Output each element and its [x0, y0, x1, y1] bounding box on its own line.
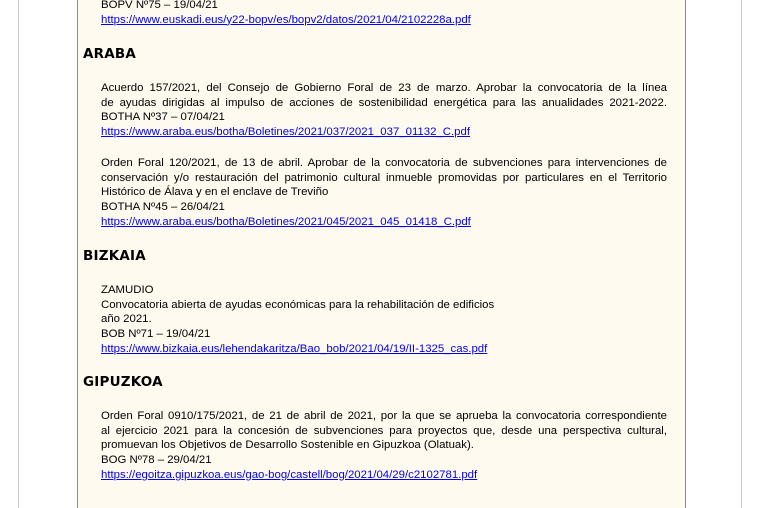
- gipuzkoa-entry1-url-line: [101, 468, 681, 483]
- bizkaia-entry1-link[interactable]: https://www.bizkaia.eus/lehendakaritza/Bao_bob/2021/04/19/II-1325_cas.pdf: [101, 342, 488, 355]
- top-entry-ref: BOPV Nº75 – 19/04/21: [101, 0, 218, 11]
- gipuzkoa-entry1-text-1: Orden Foral 0910/175/2021, de 21 de abril de 2021, por la que se aprueba la convocatoria correspondiente: [101, 410, 667, 422]
- araba-entry2-ref: BOTHA Nº45 – 26/04/21: [101, 201, 225, 214]
- bizkaia-entry1-ref: BOB Nº71 – 19/04/21: [101, 328, 211, 341]
- araba-entry2-link[interactable]: https://www.araba.eus/botha/Boletines/2021/045/2021_045_01418_C.pdf: [101, 215, 471, 228]
- bizkaia-entry1-url-line: [101, 342, 681, 357]
- bizkaia-entry1-text-3: año 2021.: [101, 313, 152, 326]
- bizkaia-entry1-text-1: ZAMUDIO: [101, 284, 154, 296]
- araba-entry2-text-3: Histórico de Álava y en el enclave de Treviño: [101, 186, 329, 199]
- bizkaia-entry1-text-2: Convocatoria abierta de ayudas económicas para la rehabilitación de edificios: [101, 298, 495, 311]
- araba-entry1-link[interactable]: https://www.araba.eus/botha/Boletines/2021/037/2021_037_01132_C.pdf: [101, 126, 470, 139]
- top-entry-url-line: [101, 13, 681, 28]
- gipuzkoa-entry1-link[interactable]: https://egoitza.gipuzkoa.eus/gao-bog/castell/bog/2021/04/29/c2102781.pdf: [101, 468, 478, 481]
- gipuzkoa-entry1-ref: BOG Nº78 – 29/04/21: [101, 454, 212, 467]
- gipuzkoa-entry1-text-2: al ejercicio 2021 para la concesión de subvenciones para proyectos que, desde una perspectiva cultural,: [101, 424, 667, 437]
- araba-entry2-text-1: Orden Foral 120/2021, de 13 de abril. Aprobar de la convocatoria de subvenciones para intervenciones de: [101, 157, 667, 169]
- araba-entry1-text-1: Acuerdo 157/2021, del Consejo de Gobierno Foral de 23 de marzo. Aprobar la convocatoria de la línea: [101, 82, 667, 94]
- araba-entry1-url-line: [101, 125, 681, 140]
- araba-entry2-text-2: conservación y/o restauración del patrimonio cultural inmueble promovidas por particulares en el Territorio: [101, 171, 667, 184]
- gipuzkoa-entry1-text-3: promuevan los Objetivos de Desarrollo Sostenible en Gipuzkoa (Olatuak).: [101, 439, 474, 452]
- document-page: [77, 0, 686, 508]
- section-heading-araba: ARABA: [83, 46, 137, 62]
- araba-entry1-text-2: de ayudas dirigidas al impulso de acciones de sostenibilidad energética para las anualidades 2021-2022.: [101, 96, 667, 109]
- araba-entry1-ref: BOTHA Nº37 – 07/04/21: [101, 111, 225, 124]
- top-entry-link[interactable]: https://www.euskadi.eus/y22-bopv/es/bopv2/datos/2021/04/2102228a.pdf: [101, 13, 471, 26]
- section-heading-gipuzkoa: GIPUZKOA: [83, 374, 163, 390]
- section-heading-bizkaia: BIZKAIA: [83, 248, 146, 264]
- araba-entry2-url-line: [101, 215, 681, 230]
